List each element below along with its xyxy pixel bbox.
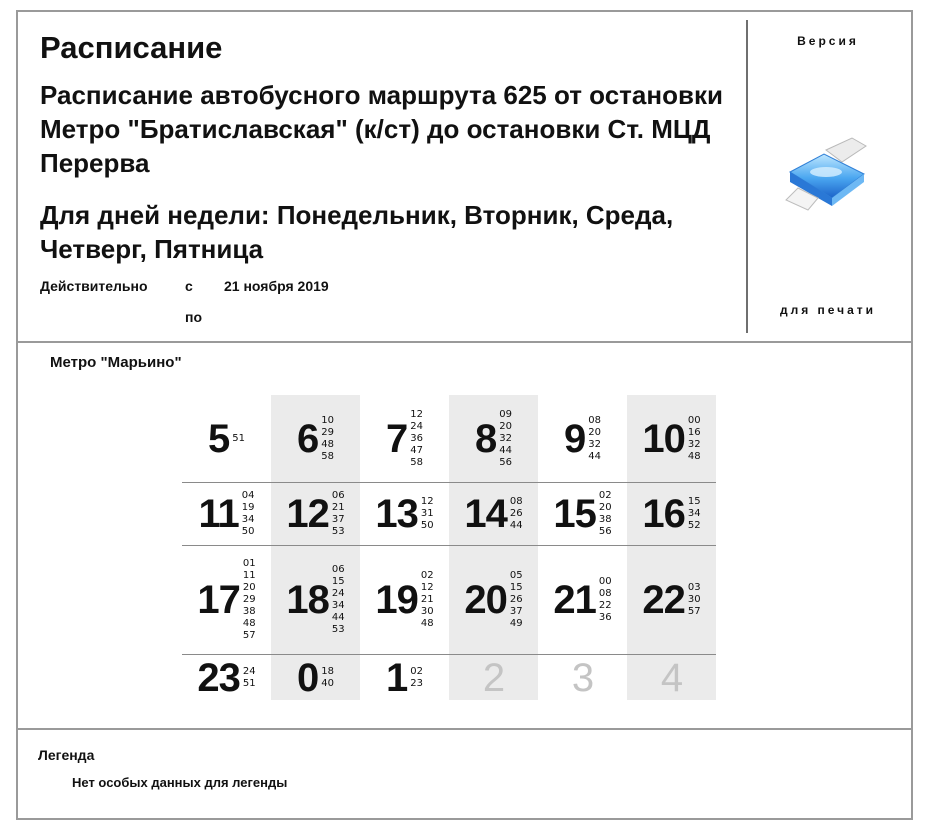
departure-minute: 31 [420,508,434,519]
timetable-cell [271,395,360,482]
departure-minute: 48 [242,618,256,629]
departure-minute: 26 [509,594,523,605]
timetable-cell [538,483,627,545]
departure-minute: 32 [687,438,701,450]
timetable-cell [627,395,716,482]
timetable-cell [449,483,538,545]
hour-label: 6 [297,416,319,461]
minutes-list [410,666,423,690]
timetable-cell [271,483,360,545]
timetable-cell [627,655,716,700]
departure-minute: 24 [410,420,423,432]
departure-minute: 11 [242,570,256,581]
minutes-list [688,582,701,618]
valid-to-label: по [185,309,203,325]
departure-minute: 37 [331,514,345,525]
departure-minute: 37 [509,606,523,617]
hour-label: 2 [482,655,505,700]
departure-minute: 23 [410,677,423,689]
departure-minute: 02 [410,665,423,677]
departure-minute: 06 [331,490,345,501]
departure-minute: 12 [420,496,434,507]
valid-from-label: с [185,278,193,294]
departure-minute: 03 [687,582,701,593]
departure-minute: 48 [321,438,334,450]
hour-label: 10 [642,416,685,461]
minutes-list [688,496,701,532]
departure-minute: 40 [321,677,334,689]
departure-minute: 16 [687,426,701,438]
minutes-list [410,409,423,469]
departure-minute: 08 [588,414,601,426]
departure-minute: 04 [241,490,255,501]
departure-minute: 53 [331,624,345,635]
timetable-cell [538,395,627,482]
departure-minute: 56 [499,456,512,468]
hour-label: 15 [553,492,596,536]
departure-minute: 48 [687,450,701,462]
minutes-list [421,496,434,532]
departure-minute: 47 [410,444,423,456]
departure-minute: 44 [588,450,601,462]
minutes-list [232,433,245,445]
departure-minute: 29 [242,594,256,605]
departure-minute: 18 [321,665,334,677]
minutes-list [599,576,612,624]
hour-label: 8 [475,416,497,461]
departure-minute: 12 [410,408,423,420]
timetable-cell [182,395,271,482]
timetable-cell [271,546,360,654]
departure-minute: 26 [509,508,523,519]
departure-minute: 00 [598,576,612,587]
hour-label: 17 [197,578,240,622]
timetable-cell [360,546,449,654]
departure-minute: 51 [232,432,245,444]
departure-minute: 34 [241,514,255,525]
hour-label: 7 [386,416,408,461]
departure-minute: 01 [242,558,256,569]
departure-minute: 38 [242,606,256,617]
departure-minute: 08 [509,496,523,507]
minutes-list [688,415,701,463]
stop-name: Метро "Марьино" [50,354,182,371]
minutes-list [321,415,334,463]
minutes-list [510,570,523,630]
departure-minute: 20 [242,582,256,593]
departure-minute: 32 [499,432,512,444]
departure-minute: 20 [588,426,601,438]
departure-minute: 21 [420,594,434,605]
departure-minute: 19 [241,502,255,513]
hour-label: 19 [375,578,418,622]
departure-minute: 34 [331,600,345,611]
departure-minute: 29 [321,426,334,438]
departure-minute: 34 [687,508,701,519]
departure-minute: 44 [509,520,523,531]
departure-minute: 24 [242,665,256,677]
departure-minute: 50 [241,526,255,537]
departure-minute: 56 [598,526,612,537]
hour-label: 13 [375,492,418,536]
minutes-list [421,570,434,630]
departure-minute: 58 [410,456,423,468]
minutes-list [499,409,512,469]
valid-from-date: 21 ноября 2019 [224,278,329,294]
departure-minute: 06 [331,564,345,575]
valid-label: Действительно [40,278,148,294]
hour-label: 3 [571,655,594,700]
minutes-list [332,490,345,538]
departure-minute: 48 [420,618,434,629]
timetable-cell [182,546,271,654]
legend-text: Нет особых данных для легенды [72,775,288,790]
timetable-cell [360,483,449,545]
hour-label: 0 [297,655,319,700]
departure-minute: 51 [242,677,256,689]
departure-minute: 00 [687,414,701,426]
timetable-grid [182,395,716,700]
hour-label: 9 [564,416,586,461]
timetable-cell [360,655,449,700]
hour-label: 14 [464,492,507,536]
departure-minute: 21 [331,502,345,513]
timetable-cell [271,655,360,700]
departure-minute: 30 [420,606,434,617]
minutes-list [242,490,255,538]
timetable-cell [360,395,449,482]
departure-minute: 02 [598,490,612,501]
hour-label: 5 [208,416,230,461]
hour-label: 18 [286,578,329,622]
departure-minute: 44 [331,612,345,623]
timetable-cell [182,483,271,545]
hour-label: 16 [642,492,685,536]
departure-minute: 15 [509,582,523,593]
departure-minute: 44 [499,444,512,456]
departure-minute: 58 [321,450,334,462]
departure-minute: 15 [331,576,345,587]
departure-minute: 12 [420,582,434,593]
departure-minute: 22 [598,600,612,611]
timetable-cell [449,655,538,700]
departure-minute: 38 [598,514,612,525]
legend-title: Легенда [38,747,95,763]
hour-label: 1 [386,655,408,700]
departure-minute: 09 [499,408,512,420]
minutes-list [332,564,345,636]
departure-minute: 36 [410,432,423,444]
printer-icon[interactable] [782,136,872,216]
header-divider [746,20,748,333]
minutes-list [243,666,256,690]
departure-minute: 08 [598,588,612,599]
minutes-list [321,666,334,690]
hour-label: 4 [660,655,683,700]
departure-minute: 20 [499,420,512,432]
route-description: Расписание автобусного маршрута 625 от остановки Метро "Братиславская" (к/ст) до остановки Ст. МЦД Перерва [40,80,723,178]
legend-section [16,728,913,808]
minutes-list [510,496,523,532]
timetable-cell [538,655,627,700]
departure-minute: 36 [598,612,612,623]
hour-label: 11 [198,492,239,536]
page-title: Расписание [40,30,223,65]
minutes-list [599,490,612,538]
departure-minute: 53 [331,526,345,537]
timetable-cell [627,546,716,654]
hour-label: 21 [553,578,596,622]
timetable-cell [182,655,271,700]
timetable-cell [538,546,627,654]
departure-minute: 10 [321,414,334,426]
hour-label: 12 [286,492,329,536]
hour-label: 20 [464,578,507,622]
departure-minute: 02 [420,570,434,581]
hour-label: 22 [642,578,685,622]
departure-minute: 15 [687,496,701,507]
departure-minute: 57 [242,630,256,641]
timetable-cell [449,546,538,654]
departure-minute: 50 [420,520,434,531]
departure-minute: 57 [687,606,701,617]
print-version-label[interactable]: Версия [797,34,859,48]
timetable-cell [627,483,716,545]
minutes-list [243,558,256,642]
departure-minute: 30 [687,594,701,605]
hour-label: 23 [197,655,240,700]
weekdays-description: Для дней недели: Понедельник, Вторник, Среда, Четверг, Пятница [40,200,674,264]
print-version-caption[interactable]: для печати [779,303,877,317]
minutes-list [588,415,601,463]
departure-minute: 52 [687,520,701,531]
schedule-header [18,12,911,343]
timetable-cell [449,395,538,482]
departure-minute: 05 [509,570,523,581]
departure-minute: 20 [598,502,612,513]
departure-minute: 32 [588,438,601,450]
departure-minute: 49 [509,618,523,629]
departure-minute: 24 [331,588,345,599]
